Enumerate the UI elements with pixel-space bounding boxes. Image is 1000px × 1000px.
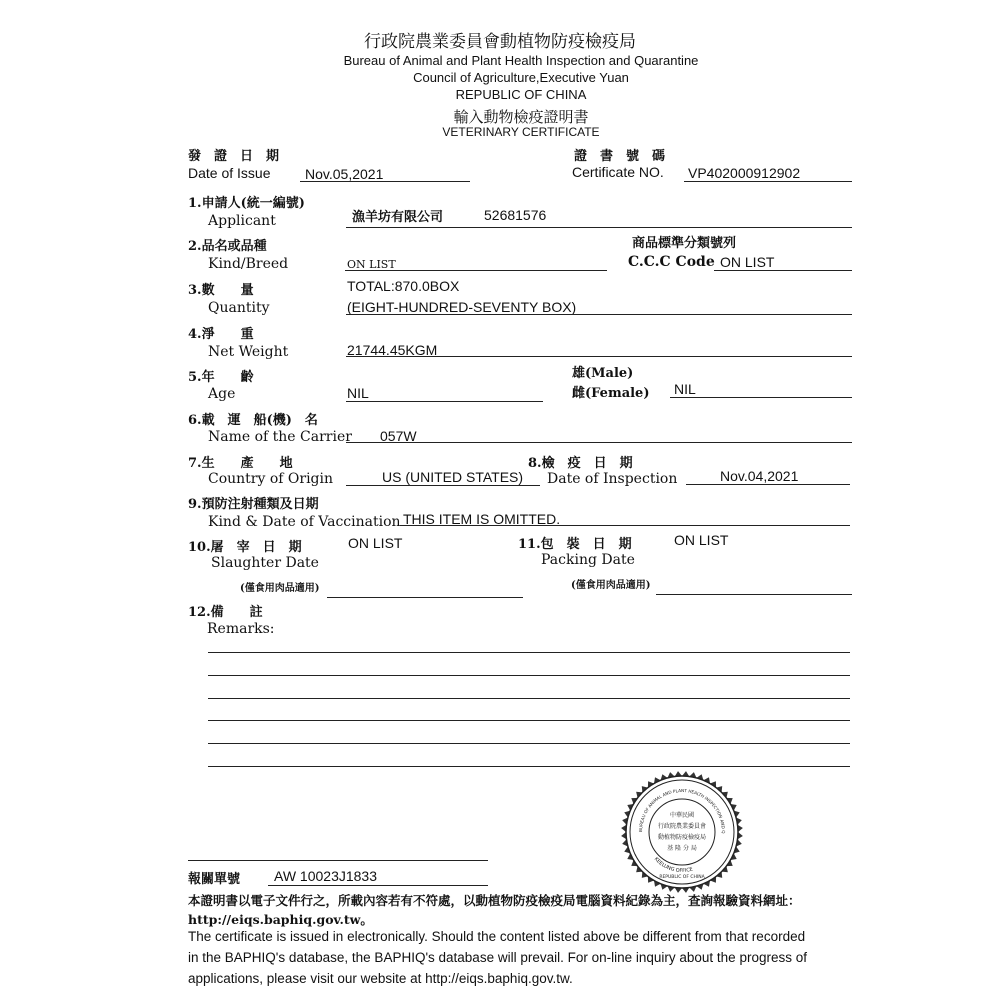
country-title: REPUBLIC OF CHINA [455, 87, 587, 102]
certificate-no-label-cn: 證 書 號 碼 [574, 149, 666, 164]
remarks-line [208, 766, 850, 767]
inspection-label: Date of Inspection [547, 471, 678, 487]
packing-note: (僅食用肉品適用) [571, 580, 651, 591]
applicant-label-cn: 1.申請人(統一編號) [188, 196, 305, 211]
ccc-label: C.C.C Code [628, 254, 715, 270]
kind-label: Kind/Breed [208, 256, 289, 272]
carrier-underline [346, 442, 852, 443]
seal-line-4: 基 隆 分 局 [667, 845, 697, 852]
kind-underline [345, 270, 607, 271]
slaughter-underline [327, 597, 523, 598]
notice-cn: 本證明書以電子文件行之，所載內容若有不符處，以動植物防疫檢疫局電腦資料紀錄為主，查詢報驗資料網址：http://eiqs.baphiq.gov.tw。 [188, 893, 801, 927]
certificate-no-label: Certificate NO. [572, 164, 664, 180]
origin-value: US (UNITED STATES) [382, 469, 524, 485]
age-value: NIL [347, 385, 369, 401]
packing-value: ON LIST [674, 532, 729, 548]
remarks-line [208, 743, 850, 744]
carrier-label-cn: 6.載 運 船(機) 名 [188, 413, 318, 428]
age-label: Age [208, 386, 236, 402]
female-label: 雌(Female) [572, 386, 650, 401]
slaughter-label-cn: 10.屠 宰 日 期 [188, 540, 302, 555]
net-weight-value: 21744.45KGM [347, 342, 438, 358]
origin-label-cn: 7.生 產 地 [188, 456, 293, 471]
date-of-issue-label: Date of Issue [188, 165, 271, 181]
quantity-label-cn: 3.數 量 [188, 283, 254, 298]
vaccination-label: Kind & Date of Vaccination [208, 514, 401, 530]
applicant-id: 52681576 [484, 207, 547, 223]
notice-en-line-3: applications, please visit our website at http://eiqs.baphiq.gov.tw. [188, 971, 573, 986]
quantity-label: Quantity [208, 300, 270, 316]
origin-underline [346, 485, 540, 486]
date-of-issue-underline [300, 181, 470, 182]
vaccination-underline [400, 525, 850, 526]
vaccination-value: THIS ITEM IS OMITTED. [403, 511, 561, 527]
seal-outer-text: BUREAU OF ANIMAL AND PLANT HEALTH INSPECTION AND Q [637, 787, 727, 834]
ccc-label-cn: 商品標準分類號列 [632, 236, 737, 251]
carrier-value: 057W [380, 428, 417, 444]
male-label: 雄(Male) [572, 366, 634, 381]
age-label-cn: 5.年 齡 [188, 370, 254, 385]
quantity-words: (EIGHT-HUNDRED-SEVENTY BOX) [347, 299, 577, 315]
customs-no-label: 報關單號 [188, 872, 241, 887]
date-of-issue-value: Nov.05,2021 [305, 166, 384, 182]
kind-label-cn: 2.品名或品種 [188, 239, 267, 254]
seal-bottom-text-2: REPUBLIC OF CHINA [659, 875, 705, 880]
ccc-underline [714, 270, 852, 271]
council-title: Council of Agriculture,Executive Yuan [413, 70, 629, 85]
official-seal [620, 770, 744, 894]
remarks-line [208, 652, 850, 653]
net-weight-label-cn: 4.淨 重 [188, 327, 254, 342]
net-weight-label: Net Weight [208, 344, 289, 360]
packing-label-cn: 11.包 裝 日 期 [518, 537, 632, 552]
customs-no-value: AW 10023J1833 [274, 868, 377, 884]
remarks-label-cn: 12.備 註 [188, 605, 263, 620]
slaughter-label: Slaughter Date [211, 555, 319, 571]
seal-line-1: 中華民國 [669, 812, 695, 819]
seal-bottom-text: KEELUNG OFFICE [652, 856, 694, 875]
seal-line-2: 行政院農業委員會 [657, 823, 707, 830]
remarks-line [208, 675, 850, 676]
slaughter-note: (僅食用肉品適用) [240, 583, 320, 594]
inspection-underline [686, 484, 850, 485]
certificate-no-value: VP402000912902 [688, 165, 801, 181]
applicant-label: Applicant [208, 213, 276, 229]
inspection-value: Nov.04,2021 [720, 468, 799, 484]
date-of-issue-label-cn: 發 證 日 期 [188, 149, 280, 164]
age-underline [346, 401, 543, 402]
applicant-name: 漁羊坊有限公司 [352, 210, 444, 225]
notice-en-line-2: in the BAPHIQ's database, the BAPHIQ's database will prevail. For on-line inquiry about the progress of [188, 950, 807, 965]
agency-title-en: Bureau of Animal and Plant Health Inspection and Quarantine [343, 53, 699, 68]
certificate-title-en: VETERINARY CERTIFICATE [442, 125, 600, 139]
sex-underline [670, 397, 852, 398]
applicant-underline [346, 227, 852, 228]
quantity-underline [346, 314, 852, 315]
seal-line-3: 動植物防疫檢疫局 [657, 834, 707, 841]
remarks-line [208, 698, 850, 699]
packing-label: Packing Date [541, 552, 635, 568]
notice-en-line-1: The certificate is issued in electronically. Should the content listed above be different from that recorded [188, 929, 806, 944]
certificate-title-cn: 輸入動物檢疫證明書 [453, 108, 589, 126]
packing-underline [656, 594, 852, 595]
quantity-total: TOTAL:870.0BOX [347, 278, 460, 294]
remarks-line [208, 720, 850, 721]
kind-value: ON LIST [347, 258, 396, 271]
inspection-label-cn: 8.檢 疫 日 期 [528, 456, 633, 471]
slaughter-value: ON LIST [348, 535, 403, 551]
customs-no-underline [268, 885, 488, 886]
sex-value: NIL [674, 381, 696, 397]
origin-label: Country of Origin [208, 471, 334, 487]
footer-top-rule [188, 860, 488, 861]
vaccination-label-cn: 9.預防注射種類及日期 [188, 497, 319, 512]
certificate-no-underline [684, 181, 852, 182]
carrier-label: Name of the Carrier [208, 429, 352, 445]
remarks-label: Remarks: [207, 621, 275, 637]
ccc-value: ON LIST [720, 254, 775, 270]
agency-title-cn: 行政院農業委員會動植物防疫檢疫局 [364, 32, 636, 52]
net-weight-underline [346, 356, 852, 357]
